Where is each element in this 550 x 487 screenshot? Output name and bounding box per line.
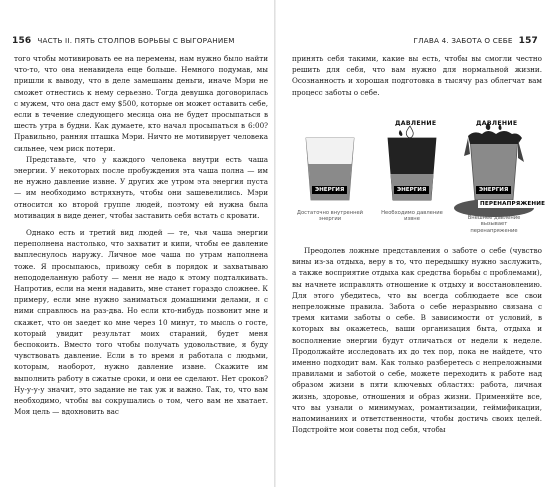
energy-cups-figure (292, 118, 546, 236)
drop-icon (406, 126, 413, 138)
cup-1-energy-label: ЭНЕРГИЯ (312, 186, 347, 194)
cup-1-caption: Достаточно внутренней энергии (296, 210, 364, 223)
right-page-number: 157 (518, 36, 538, 46)
right-page (276, 0, 550, 487)
paragraph: Преодолев ложные представления о заботе о себе (чувство вины из-за отдыха, веру в то, что передышку нужно заслужить, а также восприятие отдыха как средства борьбы с проблемами), вы начнете исправлять отношение к отдыху и восстановлению. Для этого убедитесь, что вы всегда соблюдаете все свои непреложные правила. Забота о себе неразрывно связана с тремя китами заботы о себе. В зависимости от условий, в которых вы окажетесь, ваши организация быта, отдыха и восполнение энергии будут отличаться от недели к неделе. Продолжайте исследовать их до тех пор, пока не найдете, что именно подходит вам. Как только разберетесь с непреложными правилами и заботой о себе, можете переходить к работе над образом жизни в пяти ключевых областях: работа, личная жизнь, здоровье, отношения и образ жизни. Применяйте все, что вы узнали о минимумах, романтизации, геймификации, напоминаниях и ответственности, чтобы достичь своих целей. Подстройте мои советы под себя, чтобы (292, 246, 542, 435)
cup-3-pressure (468, 131, 522, 144)
left-page (0, 0, 274, 487)
cup-2-caption: Необходимо давление извне (381, 210, 443, 223)
left-page-number: 156 (12, 36, 32, 46)
paragraph: Однако есть и третий вид людей — те, чья чаша энергии переполнена настолько, что захватит и кипи, чтобы ее давление выплеснулось наружу. Личное мое чаша по утрам наполнена тоже. Я просыпаюсь, привожу себя в порядок и захватываю непододеланную работу — меня не надо к этому подталкивать. Напротив, если на меня надавить, мне станет гораздо сложнее. К примеру, если мне нужно заниматься домашними делами, я с ними справлюсь на раз-два. Но если кто-нибудь позвонит мне и скажет, что он заедет ко мне через 10 минут, то мысль о госте, который увидит результат моих стараний, будет меня беспокоить. Вместо того чтобы получать удовольствие, я буду чувствовать давление. Если в то время я работала с людьми, которым, наоборот, нужно давление извне. Скажите им выполнить работу в сжатые сроки, и они ее сделают. Нет сроков? Ну-у-у-у значит, это задание не так уж и важно. Так, то, что вам необходимо, чтобы вы сокрушались о том, чего вам не хватает. Моя цель — вдохновить вас (14, 228, 268, 417)
paragraph: Представьте, что у каждого человека внутри есть чаша энергии. У некоторых после пробуждения эта чаша полна — им не нужно давление извне. У других же утром эта энергия пуста — им необходимо встряхнуть, чтобы они зашевелились. Мэри относится ко второй группе людей, поэтому ей нужна была мотивация в виде денег, чтобы заставить себя встать с кровати. (14, 154, 268, 220)
right-running-head (414, 36, 544, 46)
left-body-text (14, 53, 268, 418)
cup-2-pressure-label: ДАВЛЕНИЕ (395, 120, 437, 127)
cup-3-energy-label: ЭНЕРГИЯ (476, 186, 511, 194)
right-body-text-top (292, 53, 542, 98)
paragraph: того чтобы мотивировать ее на перемены, нам нужно было найти что-то, что она ненавидела еще больше. Немного подумав, мы пришли к выводу, что в деле замешаны деньги, иначе Мэри не сможет отнестись к нему серьезно. Тогда девушка договорилась с мужем, что она даст ему $500, которые он может оставить себе, если в течение следующего месяца она не будет просыпаться в шесть утра в будни. Как думаете, кто начал просыпаться в 6:00? Правильно, ранняя пташка Мэри. Ничто не мотивирует человека сильнее, чем риск потери. (14, 54, 268, 153)
left-running-head-text: ЧАСТЬ II. ПЯТЬ СТОЛПОВ БОРЬБЫ С ВЫГОРАНИЕМ (37, 36, 235, 45)
cup-3-overflow-label: ПЕРЕНАПРЯЖЕНИЕ (480, 201, 546, 207)
right-running-head-text: ГЛАВА 4. ЗАБОТА О СЕБЕ (413, 36, 513, 45)
cup-2-energy-label: ЭНЕРГИЯ (394, 186, 429, 194)
paragraph: принять себя такими, какие вы есть, чтобы вы смогли честно решить для себя, что вам нужно для нормальной жизни. Осознанность и хорошая подготовка в тысячу раз облегчат вам процесс заботы о себе. (292, 54, 542, 97)
right-body-text-bottom (292, 245, 542, 435)
left-running-head (6, 36, 235, 46)
cup-3-pressure-label: ДАВЛЕНИЕ (476, 120, 518, 127)
cup-3-caption: Внешнее давление вызывает перенапряжение (467, 215, 521, 234)
drop-icon (399, 130, 402, 136)
cup-1-energy-fill (309, 164, 352, 200)
